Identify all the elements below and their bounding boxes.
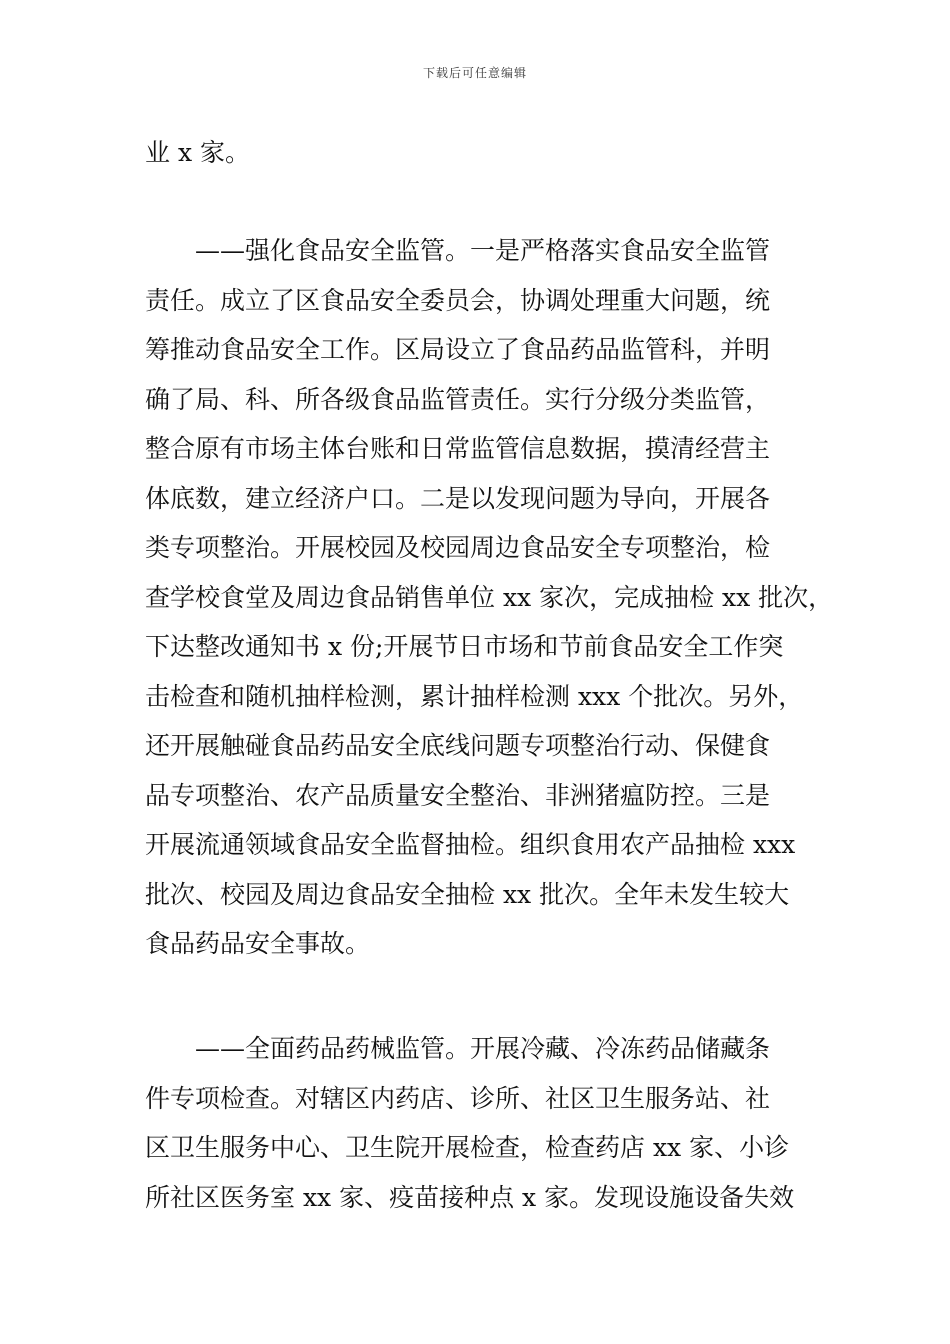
paragraph-food-safety	[145, 226, 834, 969]
text-line: ——强化食品安全监管。一是严格落实食品安全监管	[145, 236, 771, 265]
text-line: 还开展触碰食品药品安全底线问题专项整治行动、保健食	[145, 731, 771, 760]
text-line: 体底数，建立经济户口。二是以发现问题为导向，开展各	[145, 483, 771, 513]
paragraph-continuation	[145, 128, 815, 178]
text-line: 区卫生服务中心、卫生院开展检查，检查药店 xx 家、小诊	[145, 1133, 790, 1162]
text-line: ——全面药品药械监管。开展冷藏、冷冻药品储藏条	[145, 1034, 771, 1063]
text-line: 件专项检查。对辖区内药店、诊所、社区卫生服务站、社	[145, 1083, 771, 1113]
text-line: 开展流通领域食品安全监督抽检。组织食用农产品抽检 xxx	[145, 830, 796, 859]
text-line: 责任。成立了区食品安全委员会，协调处理重大问题，统	[145, 285, 771, 315]
header-note: 下载后可任意编辑	[422, 66, 527, 80]
text-line: 下达整改通知书 x 份;开展节日市场和节前食品安全工作突	[145, 632, 784, 661]
text-line: 食品药品安全事故。	[145, 929, 371, 958]
text-line: 确了局、科、所各级食品监管责任。实行分级分类监管，	[145, 384, 771, 414]
text-line: 击检查和随机抽样检测，累计抽样检测 xxx 个批次。另外，	[145, 681, 804, 711]
text-line: 批次、校园及周边食品安全抽检 xx 批次。全年未发生较大	[145, 879, 790, 909]
text-line: 类专项整治。开展校园及校园周边食品安全专项整治，检	[145, 533, 771, 562]
paragraph-drug-supervision	[145, 1024, 815, 1222]
text-line: 业 x 家。	[145, 138, 250, 167]
text-line: 查学校食堂及周边食品销售单位 xx 家次，完成抽检 xx 批次，	[145, 582, 834, 612]
text-line: 整合原有市场主体台账和日常监管信息数据，摸清经营主	[145, 434, 771, 463]
text-line: 所社区医务室 xx 家、疫苗接种点 x 家。发现设施设备失效	[145, 1182, 795, 1212]
text-line: 筹推动食品安全工作。区局设立了食品药品监管科，并明	[145, 335, 771, 364]
text-line: 品专项整治、农产品质量安全整治、非洲猪瘟防控。三是	[145, 780, 771, 810]
